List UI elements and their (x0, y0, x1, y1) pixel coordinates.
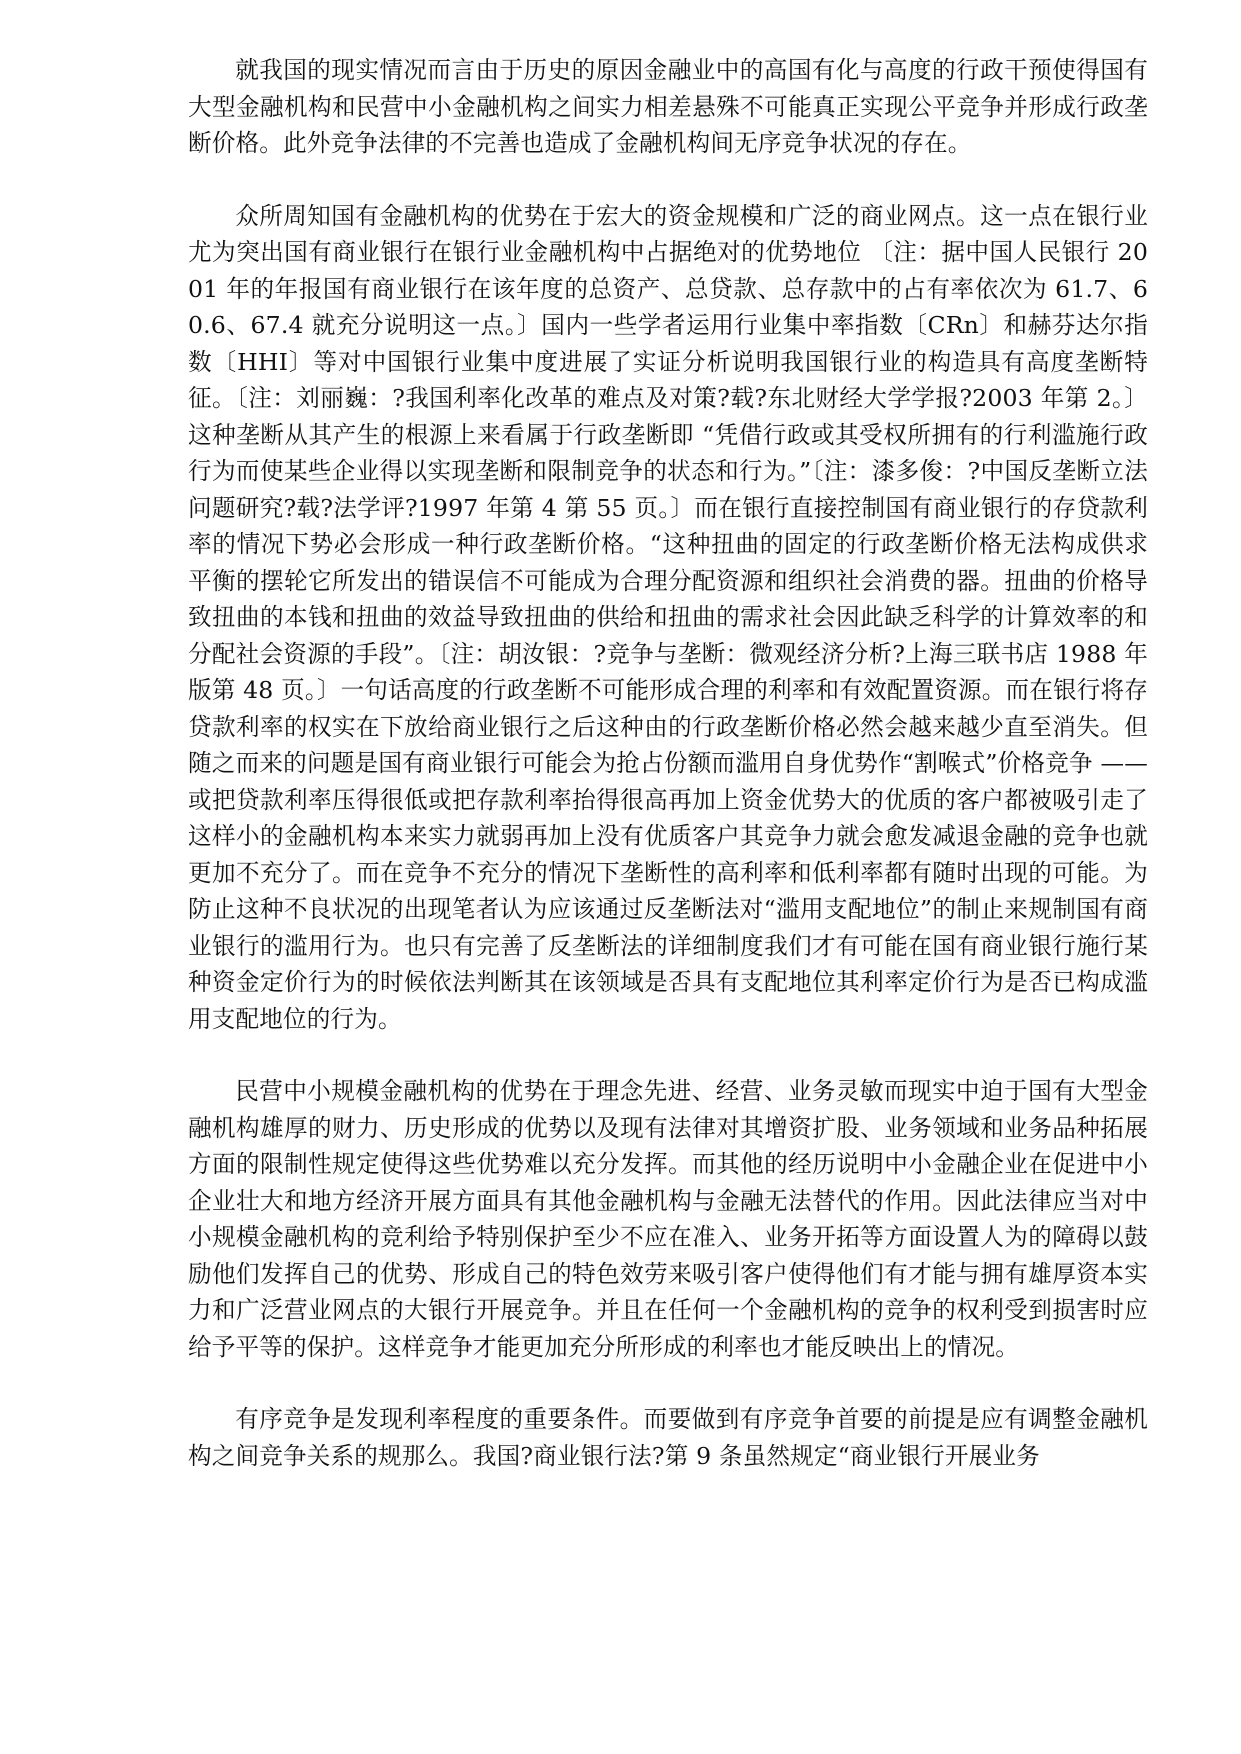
paragraph-2: 众所周知国有金融机构的优势在于宏大的资金规模和广泛的商业网点。这一点在银行业尤为突出国有商业银行在银行业金融机构中占据绝对的优势地位 〔注：据中国人民银行 2001 年的年报国有商业银行在该年度的总资产、总贷款、总存款中的占有率依次为 61.7、60.6、67.4 就充分说明这一点。〕国内一些学者运用行业集中率指数〔CRn〕和赫芬达尔指数〔HHI〕等对中国银行业集中度进展了实证分析说明我国银行业的构造具有高度垄断特征。〔注：刘丽巍：?我国利率化改革的难点及对策?载?东北财经大学学报?2003 年第 2。〕这种垄断从其产生的根源上来看属于行政垄断即 “凭借行政或其受权所拥有的行利滥施行政行为而使某些企业得以实现垄断和限制竞争的状态和行为。”〔注：漆多俊：?中国反垄断立法问题研究?载?法学评?1997 年第 4 第 55 页。〕而在银行直接控制国有商业银行的存贷款利率的情况下势必会形成一种行政垄断价格。“这种扭曲的固定的行政垄断价格无法构成供求平衡的摆轮它所发出的错误信不可能成为合理分配资源和组织社会消费的器。扭曲的价格导致扭曲的本钱和扭曲的效益导致扭曲的供给和扭曲的需求社会因此缺乏科学的计算效率的和分配社会资源的手段”。〔注：胡汝银：?竞争与垄断：微观经济分析?上海三联书店 1988 年版第 48 页。〕一句话高度的行政垄断不可能形成合理的利率和有效配置资源。而在银行将存贷款利率的权实在下放给商业银行之后这种由的行政垄断价格必然会越来越少直至消失。但随之而来的问题是国有商业银行可能会为抢占份额而滥用自身优势作“割喉式”价格竞争 ——或把贷款利率压得很低或把存款利率抬得很高再加上资金优势大的优质的客户都被吸引走了这样小的金融机构本来实力就弱再加上没有优质客户其竞争力就会愈发减退金融的竞争也就更加不充分了。而在竞争不充分的情况下垄断性的高利率和低利率都有随时出现的可能。为防止这种不良状况的出现笔者认为应该通过反垄断法对“滥用支配地位”的制止来规制国有商业银行的滥用行为。也只有完善了反垄断法的详细制度我们才有可能在国有商业银行施行某种资金定价行为的时候依法判断其在该领域是否具有支配地位其利率定价行为是否已构成滥用支配地位的行为。 (188, 201, 1148, 1033)
paragraph-4: 有序竞争是发现利率程度的重要条件。而要做到有序竞争首要的前提是应有调整金融机构之间竞争关系的规那么。我国?商业银行法?第 9 条虽然规定“商业银行开展业务 (188, 1405, 1148, 1470)
paragraph-1: 就我国的现实情况而言由于历史的原因金融业中的高国有化与高度的行政干预使得国有大型金融机构和民营中小金融机构之间实力相差悬殊不可能真正实现公平竞争并形成行政垄断价格。此外竞争法律的不完善也造成了金融机构间无序竞争状况的存在。 (188, 56, 1148, 157)
paragraph-3: 民营中小规模金融机构的优势在于理念先进、经营、业务灵敏而现实中迫于国有大型金融机构雄厚的财力、历史形成的优势以及现有法律对其增资扩股、业务领域和业务品种拓展方面的限制性规定使得这些优势难以充分发挥。而其他的经历说明中小金融企业在促进中小企业壮大和地方经济开展方面具有其他金融机构与金融无法替代的作用。因此法律应当对中小规模金融机构的竞利给予特别保护至少不应在准入、业务开拓等方面设置人为的障碍以鼓励他们发挥自己的优势、形成自己的特色效劳来吸引客户使得他们有才能与拥有雄厚资本实力和广泛营业网点的大银行开展竞争。并且在任何一个金融机构的竞争的权利受到损害时应给予平等的保护。这样竞争才能更加充分所形成的利率也才能反映出上的情况。 (188, 1077, 1148, 1361)
document-page (188, 52, 1148, 1474)
